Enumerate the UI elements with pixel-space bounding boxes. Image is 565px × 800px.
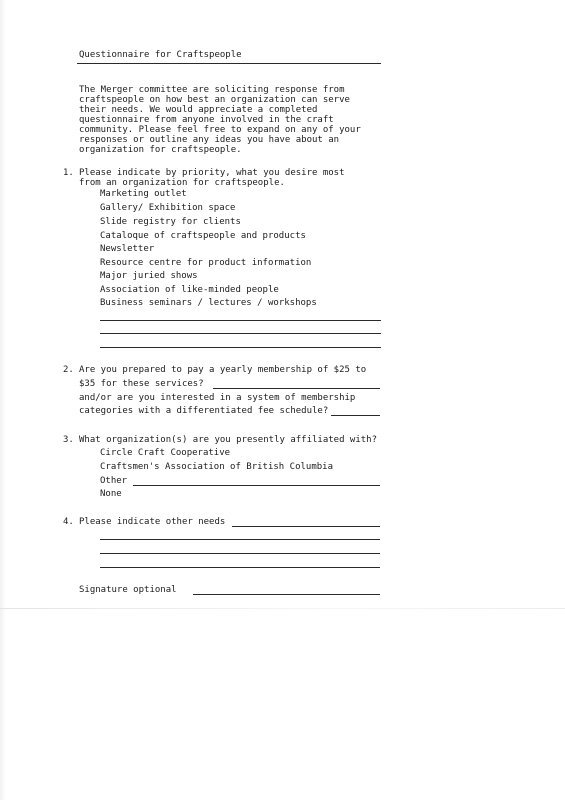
intro-line: craftspeople on how best an organization can serve	[79, 95, 350, 105]
intro-line: The Merger committee are soliciting response from	[79, 85, 345, 95]
other-answer-line[interactable]	[133, 485, 380, 486]
question-number: 1.	[63, 168, 74, 178]
answer-line[interactable]	[232, 526, 380, 527]
option-marketing-outlet: Marketing outlet	[100, 189, 187, 199]
question-4-text: Please indicate other needs	[79, 517, 226, 527]
signature-line[interactable]	[193, 594, 380, 595]
option-slide-registry: Slide registry for clients	[100, 217, 241, 227]
option-newsletter: Newsletter	[100, 244, 155, 254]
question-2-text: $35 for these services?	[79, 379, 204, 389]
question-1-text: Please indicate by priority, what you desire most	[79, 168, 345, 178]
title-rule	[77, 63, 381, 64]
document-title: Questionnaire for Craftspeople	[79, 50, 242, 60]
option-juried-shows: Major juried shows	[100, 271, 198, 281]
option-craftsmens-association: Craftsmen's Association of British Columbia	[100, 462, 333, 472]
intro-line: organization for craftspeople.	[79, 145, 242, 155]
option-other: Other	[100, 476, 128, 486]
question-number: 2.	[63, 365, 74, 375]
option-gallery: Gallery/ Exhibition space	[100, 203, 236, 213]
answer-line[interactable]	[100, 567, 380, 568]
answer-line[interactable]	[100, 539, 380, 540]
question-number: 3.	[63, 435, 74, 445]
question-number: 4.	[63, 517, 74, 527]
answer-line[interactable]	[100, 320, 381, 321]
signature-label: Signature optional	[79, 585, 177, 595]
page-fold-shading	[0, 0, 6, 800]
question-3-text: What organization(s) are you presently affiliated with?	[79, 435, 378, 445]
intro-line: responses or outline any ideas you have about an	[79, 135, 340, 145]
intro-line: questionnaire from anyone involved in the craft	[79, 115, 334, 125]
question-2-text: Are you prepared to pay a yearly membership of $25 to	[79, 365, 367, 375]
option-resource-centre: Resource centre for product information	[100, 258, 312, 268]
option-none: None	[100, 489, 122, 499]
answer-line[interactable]	[100, 333, 381, 334]
answer-line[interactable]	[100, 553, 380, 554]
answer-line[interactable]	[100, 347, 381, 348]
fee-schedule-answer-line[interactable]	[331, 415, 380, 416]
membership-fee-answer-line[interactable]	[213, 388, 380, 389]
option-association: Association of like-minded people	[100, 285, 279, 295]
option-circle-craft: Circle Craft Cooperative	[100, 448, 231, 458]
question-2-text: categories with a differentiated fee schedule?	[79, 406, 329, 416]
option-catalogue: Cataloque of craftspeople and products	[100, 231, 306, 241]
page-edge	[0, 608, 565, 609]
intro-line: their needs. We would appreciate a completed	[79, 105, 318, 115]
question-2-text: and/or are you interested in a system of membership	[79, 393, 356, 403]
question-1-text: from an organization for craftspeople.	[79, 178, 285, 188]
option-business-seminars: Business seminars / lectures / workshops	[100, 298, 317, 308]
intro-line: community. Please feel free to expand on any of your	[79, 125, 361, 135]
